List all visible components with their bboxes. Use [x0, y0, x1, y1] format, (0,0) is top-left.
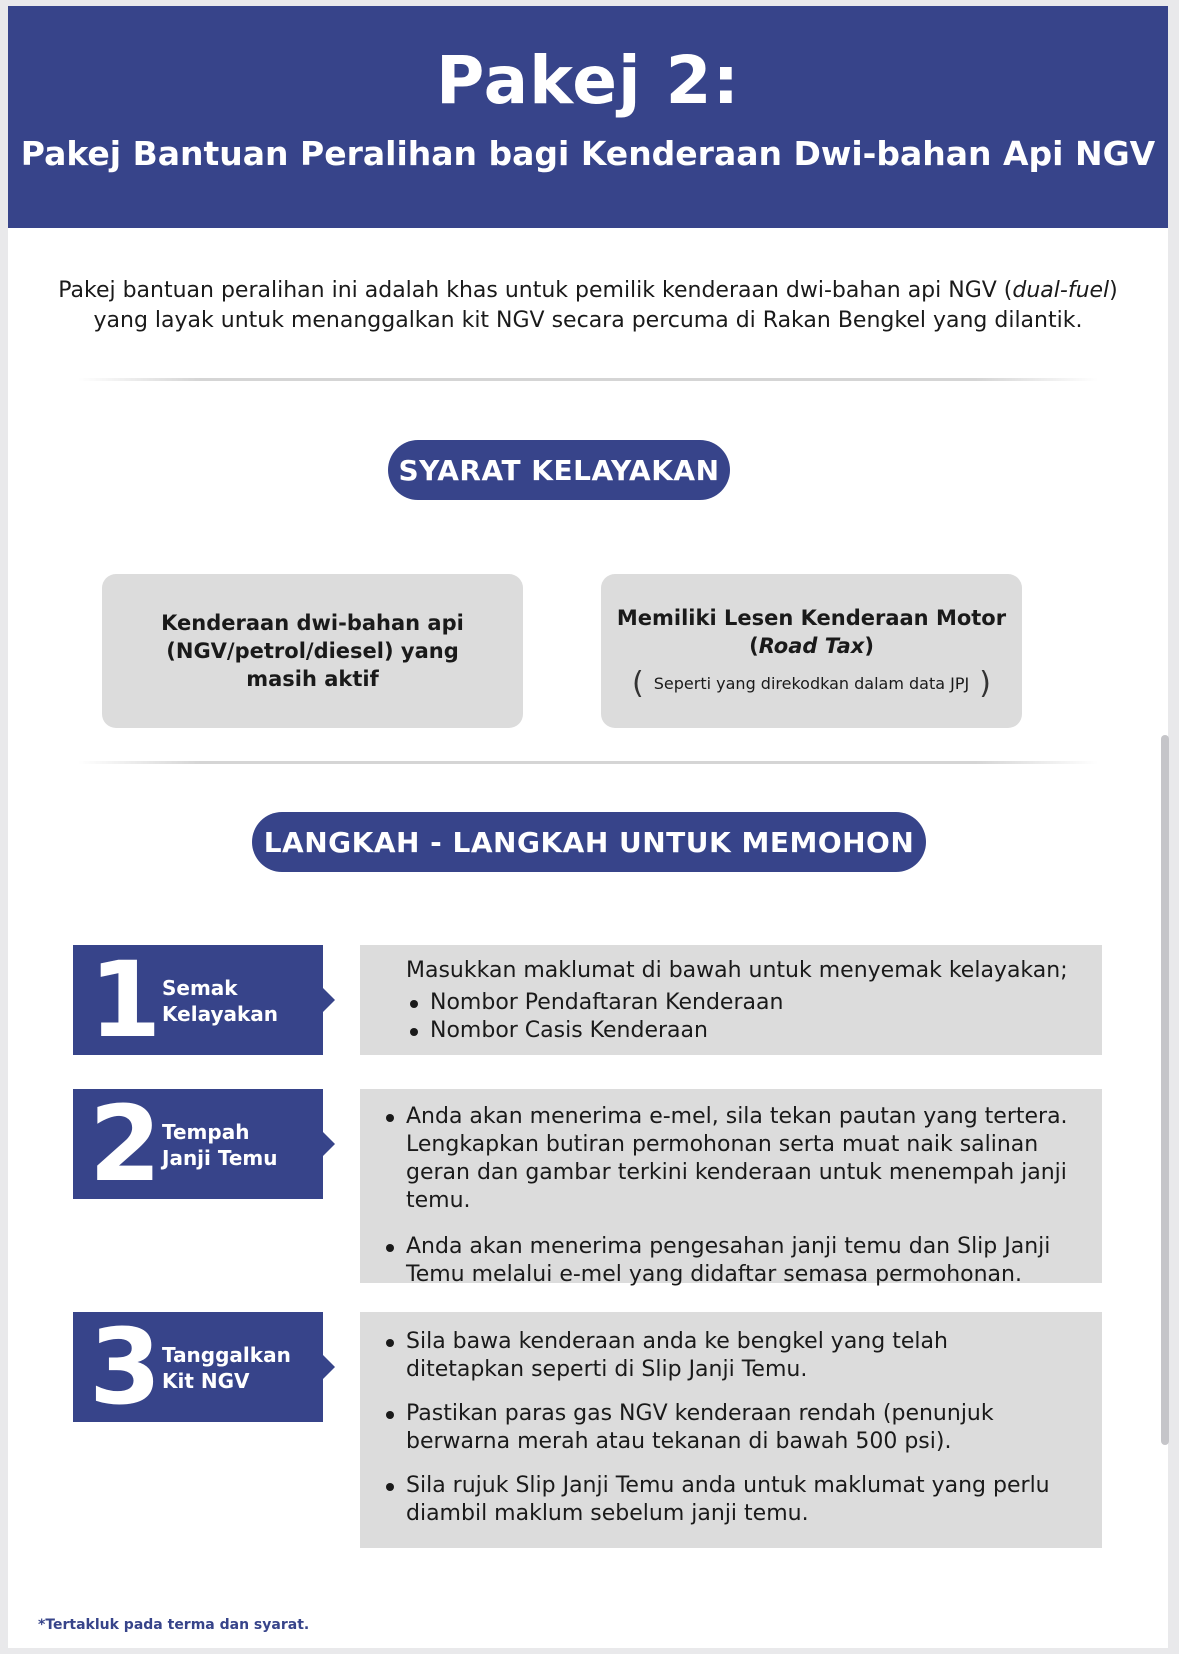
list-item: Nombor Pendaftaran Kenderaan: [406, 989, 1082, 1017]
eligibility-box2-open: (: [749, 634, 759, 658]
list-item: Anda akan menerima e-mel, sila tekan pautan yang tertera. Lengkapkan butiran permohonan serta muat naik salinan geran dan gambar terkini kenderaan untuk menempah janji temu.: [382, 1103, 1088, 1215]
step-2-title-line1: Tempah: [162, 1120, 250, 1144]
eligibility-box-active-vehicle: [102, 574, 523, 728]
eligibility-box2-line2: [749, 632, 874, 660]
intro-paragraph: [48, 276, 1128, 336]
note-paren-close: ): [979, 666, 991, 701]
step-1-title-line2: Kelayakan: [162, 1002, 279, 1026]
steps-heading: LANGKAH - LANGKAH UNTUK MEMOHON: [252, 812, 926, 872]
list-item: Anda akan menerima pengesahan janji temu dan Slip Janji Temu melalui e-mel yang didaftar semasa permohonan.: [382, 1233, 1088, 1289]
eligibility-box2-italic: Road Tax: [758, 634, 865, 658]
step-2-number: 2: [89, 1083, 162, 1205]
intro-line-1-close: ): [1109, 278, 1118, 303]
eligibility-box2-note: [632, 666, 991, 701]
step-2-title-line2: Janji Temu: [162, 1146, 278, 1170]
step-2-content: [360, 1089, 1102, 1287]
eligibility-heading: SYARAT KELAYAKAN: [388, 440, 730, 500]
step-1-number: 1: [89, 939, 162, 1061]
list-item: Pastikan paras gas NGV kenderaan rendah (penunjuk berwarna merah atau tekanan di bawah 500 psi).: [382, 1400, 1062, 1456]
eligibility-box1-line1: Kenderaan dwi-bahan api: [161, 611, 464, 635]
step-1-title: [162, 975, 278, 1027]
header-banner: [8, 6, 1168, 228]
eligibility-box2-line1: Memiliki Lesen Kenderaan Motor: [616, 606, 1007, 630]
intro-line-1: [48, 276, 1128, 306]
eligibility-box2-close: ): [864, 634, 874, 658]
eligibility-box1-line2: (NGV/petrol/diesel) yang: [166, 639, 459, 663]
intro-line-1-text: Pakej bantuan peralihan ini adalah khas untuk pemilik kenderaan dwi-bahan api NGV (: [58, 278, 1013, 303]
step-3-title: [162, 1342, 291, 1394]
intro-line-2: yang layak untuk menanggalkan kit NGV secara percuma di Rakan Bengkel yang dilantik.: [93, 308, 1083, 333]
step-2-list: [382, 1103, 1088, 1289]
step-1-intro: Masukkan maklumat di bawah untuk menyemak kelayakan;: [406, 958, 1068, 983]
step-1-label: [73, 939, 323, 1061]
note-paren-open: (: [632, 666, 644, 701]
step-3-title-line2: Kit NGV: [162, 1369, 250, 1393]
intro-line-1-italic: dual-fuel: [1012, 278, 1110, 303]
step-1-content: [360, 945, 1102, 1055]
list-item: Nombor Casis Kenderaan: [406, 1017, 1082, 1045]
page-subtitle: Pakej Bantuan Peralihan bagi Kenderaan Dwi-bahan Api NGV: [20, 134, 1156, 173]
footnote: *Tertakluk pada terma dan syarat.: [38, 1617, 310, 1633]
step-2-title: [162, 1119, 277, 1171]
step-3-list: [382, 1328, 1062, 1528]
step-1-list: [406, 989, 1082, 1045]
step-3-title-line1: Tanggalkan: [162, 1343, 291, 1367]
list-item: Sila bawa kenderaan anda ke bengkel yang telah ditetapkan seperti di Slip Janji Temu.: [382, 1328, 1062, 1384]
step-1-title-line1: Semak: [162, 976, 238, 1000]
eligibility-box-road-tax: [601, 574, 1022, 728]
page-title: Pakej 2:: [436, 42, 740, 119]
list-item: Sila rujuk Slip Janji Temu anda untuk maklumat yang perlu diambil maklum sebelum janji temu.: [382, 1472, 1062, 1528]
step-3-label: [73, 1306, 323, 1428]
scrollbar[interactable]: [1161, 735, 1169, 1445]
divider: [78, 761, 1098, 764]
divider: [78, 378, 1098, 381]
document-page: [8, 6, 1168, 1648]
step-3-number: 3: [89, 1306, 162, 1428]
step-2-label: [73, 1083, 323, 1205]
eligibility-box1-line3: masih aktif: [246, 667, 379, 691]
step-3-content: [360, 1312, 1102, 1548]
note-text: Seperti yang direkodkan dalam data JPJ: [653, 674, 970, 693]
